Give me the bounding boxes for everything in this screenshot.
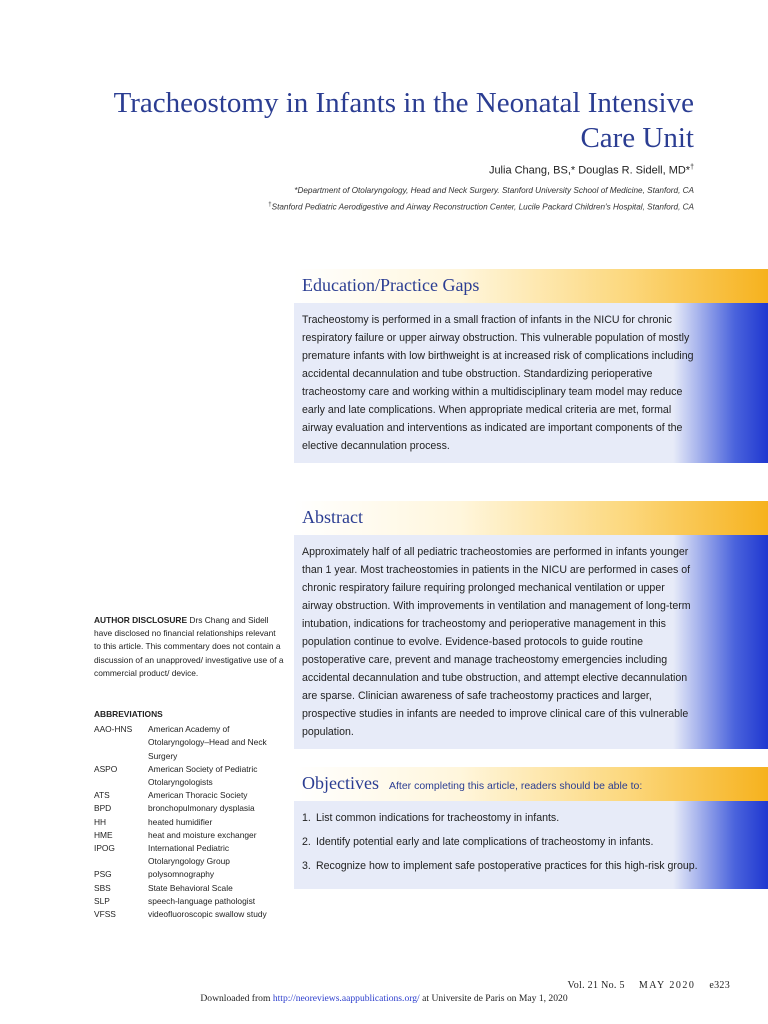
affiliation-2-mark: † — [268, 202, 272, 208]
abbreviation-term: IPOG — [94, 843, 115, 854]
objectives-header — [294, 767, 768, 801]
objective-text: Identify potential early and late complications of tracheostomy in infants. — [316, 836, 654, 848]
abbreviation-term: SBS — [94, 882, 111, 893]
abbreviation-row — [94, 763, 284, 789]
abbreviation-definition: polysomnography — [148, 869, 215, 880]
author-disclosure — [94, 614, 284, 680]
objective-text: List common indications for tracheostomy in infants. — [316, 812, 560, 824]
objective-text: Recognize how to implement safe postoperative practices for this high-risk group. — [316, 860, 698, 872]
author-line — [94, 164, 694, 177]
abbreviation-term: AAO-HNS — [94, 724, 133, 735]
abbreviation-definition: International Pediatric Otolaryngology Group — [148, 843, 230, 867]
practice-gaps-header — [294, 269, 768, 303]
abbreviations-heading: ABBREVIATIONS — [94, 709, 163, 719]
practice-gaps-heading: Education/Practice Gaps — [302, 275, 480, 295]
abbreviation-definition: American Academy of Otolaryngology–Head and Neck Surgery — [148, 724, 267, 761]
affiliation-2 — [54, 202, 694, 212]
abbreviation-term: ASPO — [94, 763, 118, 774]
abbreviation-row — [94, 842, 284, 868]
footer-date: MAY 2020 — [638, 980, 696, 991]
abbreviation-definition: heat and moisture exchanger — [148, 829, 257, 840]
abbreviation-row — [94, 829, 284, 842]
abbreviation-row — [94, 882, 284, 895]
abbreviation-definition: videofluoroscopic swallow study — [148, 909, 267, 920]
abbreviation-row — [94, 723, 284, 763]
download-suffix: at Universite de Paris on May 1, 2020 — [419, 993, 568, 1004]
abbreviation-definition: speech-language pathologist — [148, 895, 256, 906]
abbreviations-section — [94, 708, 284, 921]
practice-gaps-body: Tracheostomy is performed in a small fraction of infants in the NICU for chronic respiratory failure or upper airway obstruction. This vulnerable population of mostly premature infants with low birthweight is at increased risk of complications including accidental decannulation and tube obstruction. Standardizing perioperative tracheostomy care and working within a multidisciplinary team model may reduce early and late complications. When appropriate medical criteria are met, formal airway evaluation and interventions as indicated are important components of the elective decannulation process. — [294, 303, 768, 463]
abbreviation-row — [94, 868, 284, 881]
disclosure-label: AUTHOR DISCLOSURE — [94, 615, 188, 625]
abbreviation-row — [94, 789, 284, 802]
objective-number: 1. — [302, 812, 311, 824]
practice-gaps-box — [294, 269, 768, 463]
footer-volume: Vol. 21 No. 5 — [567, 980, 625, 991]
objectives-box — [294, 767, 768, 889]
objectives-heading-wrap — [302, 773, 642, 794]
page-footer — [553, 980, 730, 991]
abstract-heading: Abstract — [302, 507, 363, 527]
affiliation-2-text: Stanford Pediatric Aerodigestive and Airway Reconstruction Center, Lucile Packard Children's Hospital, Stanford, CA — [271, 202, 694, 212]
abbreviation-term: ATS — [94, 790, 110, 801]
disclosure-text: Drs Chang and Sidell have disclosed no financial relationships relevant to this article. This commentary does not contain a discussion of an unapproved/ investigative use of a commercial product/ device. — [94, 615, 284, 678]
abbreviation-term: PSG — [94, 869, 112, 880]
abbreviation-definition: American Society of Pediatric Otolaryngologists — [148, 763, 258, 788]
abstract-box — [294, 501, 768, 749]
objectives-body — [294, 801, 768, 889]
objectives-list — [302, 809, 698, 875]
abbreviation-definition: State Behavioral Scale — [148, 882, 233, 893]
objective-item — [302, 833, 698, 851]
abbreviation-term: HME — [94, 829, 113, 840]
objective-number: 3. — [302, 860, 311, 872]
abbreviation-row — [94, 816, 284, 829]
objectives-subheading: After completing this article, readers should be able to: — [388, 780, 643, 792]
affiliation-1: *Department of Otolaryngology, Head and Neck Surgery. Stanford University School of Medicine, Stanford, CA — [294, 186, 694, 195]
abbreviation-definition: American Thoracic Society — [148, 790, 248, 801]
objective-item — [302, 857, 698, 875]
abstract-body: Approximately half of all pediatric tracheostomies are performed in infants younger than 1 year. Most tracheostomies in patients in the NICU are performed in cases of chronic respiratory failure requiring prolonged mechanical ventilation or upper airway obstruction. With improvements in ventilation and management of long-term intubation, indications for tracheostomy and perioperative management in this population continue to evolve. Evidence-based protocols to guide routine postoperative care, prevent and manage tracheostomy emergencies including accidental decannulation and tube obstruction, and attempt elective decannulation are sparse. Clinician awareness of safe tracheostomy practices and larger, prospective studies in infants are needed to improve clinical care of this vulnerable population. — [294, 535, 768, 749]
download-link[interactable]: http://neoreviews.aappublications.org/ — [272, 993, 420, 1004]
author-mark: † — [690, 164, 694, 171]
abbreviation-term: VFSS — [94, 909, 116, 920]
abbreviation-definition: heated humidifier — [148, 816, 213, 827]
abbreviation-row — [94, 908, 284, 921]
objective-number: 2. — [302, 836, 311, 848]
download-notice — [0, 993, 768, 1004]
author-names: Julia Chang, BS,* Douglas R. Sidell, MD* — [488, 164, 691, 177]
article-title: Tracheostomy in Infants in the Neonatal Intensive Care Unit — [113, 87, 694, 154]
footer-page-number: e323 — [709, 980, 730, 991]
abbreviation-term: SLP — [94, 895, 110, 906]
abstract-header — [294, 501, 768, 535]
abbreviation-term: HH — [94, 816, 107, 827]
abbreviation-row — [94, 895, 284, 908]
abbreviation-definition: bronchopulmonary dysplasia — [148, 803, 255, 814]
download-prefix: Downloaded from — [200, 993, 273, 1004]
objectives-heading: Objectives — [302, 773, 379, 793]
abbreviation-row — [94, 802, 284, 815]
objective-item — [302, 809, 698, 827]
abbreviation-term: BPD — [94, 803, 112, 814]
